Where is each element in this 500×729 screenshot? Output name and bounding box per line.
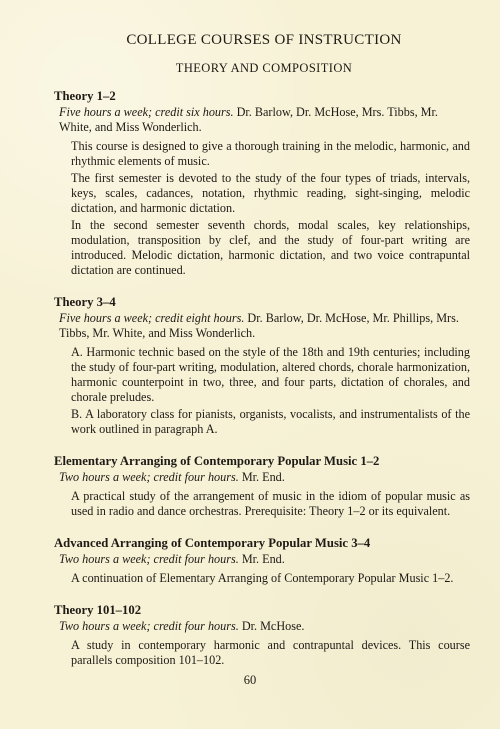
course-title: Theory 1–2	[54, 89, 116, 103]
course-description: A practical study of the arrangement of music in the idiom of popular music as used in radio and dance orchestras. Prerequisite: Theory 1–2 or its equivalent.	[71, 489, 470, 518]
course-credits: Two hours a week; credit four hours.	[59, 619, 239, 633]
course-title: Elementary Arranging of Contemporary Popular Music 1–2	[54, 454, 380, 468]
course-description: This course is designed to give a thorough training in the melodic, harmonic, and rhythmic elements of music.	[71, 139, 470, 168]
course-instructors: Dr. McHose.	[241, 619, 305, 633]
course-description: A continuation of Elementary Arranging of Contemporary Popular Music 1–2.	[71, 571, 454, 585]
course-description: B. A laboratory class for pianists, organists, vocalists, and instrumentalists of the work outlined in paragraph A.	[71, 407, 470, 436]
course-description: The first semester is devoted to the study of the four types of triads, intervals, keys, scales, cadances, notation, rhythmic reading, sight-singing, melodic dictation, and harmonic dictation.	[71, 171, 470, 215]
course-title: Theory 3–4	[54, 295, 116, 309]
course-instructors: Mr. End.	[241, 470, 285, 484]
course-advanced-arranging	[54, 536, 470, 586]
course-credits: Two hours a week; credit four hours.	[59, 552, 239, 566]
course-credits: Five hours a week; credit six hours.	[59, 105, 234, 119]
course-meta	[58, 311, 470, 341]
course-meta	[58, 470, 470, 485]
course-title: Theory 101–102	[54, 603, 142, 617]
course-meta	[58, 552, 470, 567]
course-description: A study in contemporary harmonic and contrapuntal devices. This course parallels composition 101–102.	[71, 638, 470, 667]
course-theory-3-4	[54, 295, 470, 437]
course-instructors: Mr. End.	[241, 552, 285, 566]
course-elementary-arranging	[54, 454, 470, 519]
course-title: Advanced Arranging of Contemporary Popular Music 3–4	[54, 536, 371, 550]
course-description: In the second semester seventh chords, modal scales, key relationships, modulation, transposition by clef, and the study of four-part writing are introduced. Melodic dictation, harmonic dictation, and two voice contrapuntal dictation are continued.	[71, 218, 470, 277]
course-instructors: Dr. Barlow, Dr. McHose, Mrs. Tibbs, Mr. White, and Miss Wonderlich.	[59, 105, 438, 134]
course-credits: Two hours a week; credit four hours.	[59, 470, 239, 484]
page-title: COLLEGE COURSES OF INSTRUCTION	[126, 32, 402, 48]
page-number: 60	[243, 673, 257, 687]
course-theory-101-102	[54, 603, 470, 668]
course-credits: Five hours a week; credit eight hours.	[59, 311, 245, 325]
section-title: THEORY AND COMPOSITION	[175, 61, 353, 75]
course-meta	[58, 105, 470, 135]
course-description: A. Harmonic technic based on the style of the 18th and 19th centuries; including the study of four-part writing, modulation, altered chords, chorale harmonization, harmonic counterpoint in two, three, and four parts, dictation of chorales, and chorale preludes.	[71, 345, 470, 404]
course-theory-1-2	[54, 89, 470, 278]
course-instructors: Dr. Barlow, Dr. McHose, Mr. Phillips, Mrs. Tibbs, Mr. White, and Miss Wonderlich.	[59, 311, 459, 340]
course-meta	[58, 619, 470, 634]
